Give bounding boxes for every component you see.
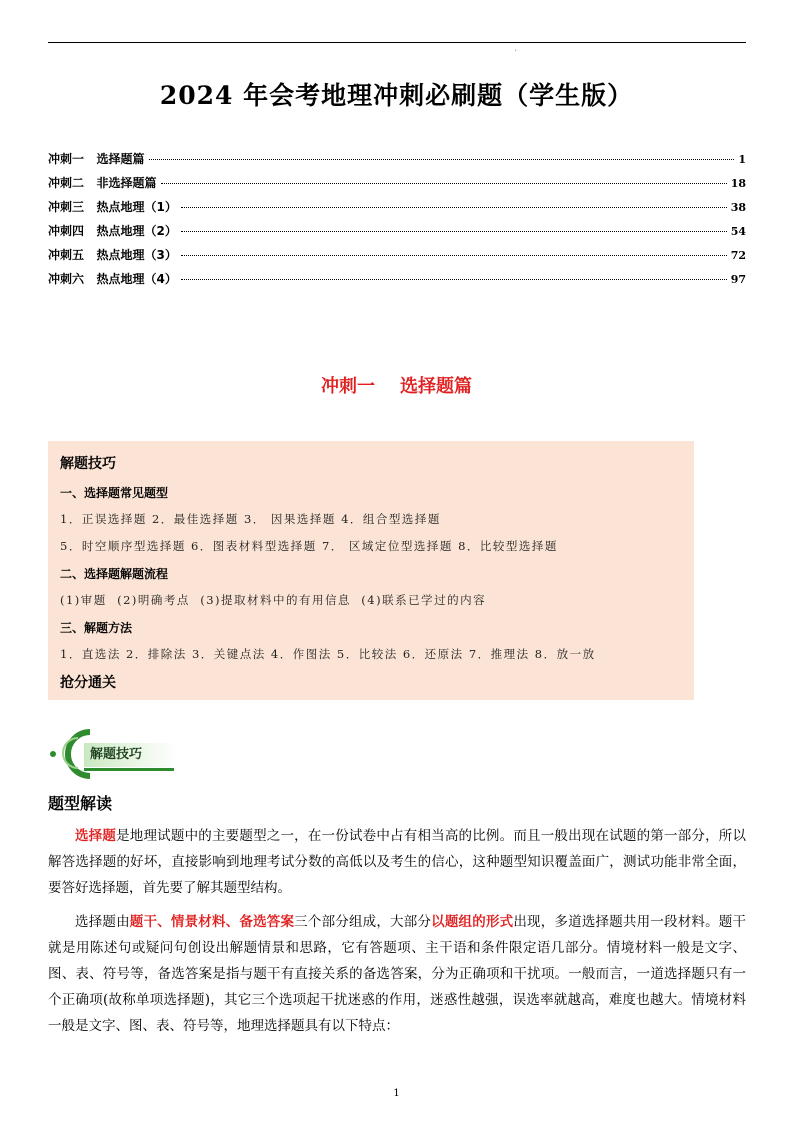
section-title: 冲刺一 选择题篇 [320,376,473,397]
tips-part1-line2: 5．时空顺序型选择题 6．图表材料型选择题 7． 区域定位型选择题 8．比较型选择题 [60,539,558,553]
toc-entry-label: 冲刺五 热点地理（3） [48,248,177,262]
tips-box [48,441,694,700]
paragraph-2 [48,909,746,1039]
toc-entry[interactable] [48,246,746,270]
subheading: 题型解读 [48,794,113,813]
page-number: 1 [393,1088,400,1099]
toc-entry[interactable] [48,222,746,246]
badge-label: 解题技巧 [90,747,143,762]
toc-entry[interactable] [48,270,746,294]
tips-part2-line1: (1)审题 (2)明确考点 (3)提取材料中的有用信息 (4)联系已学过的内容 [60,593,487,607]
table-of-contents [48,150,746,294]
toc-entry-label: 冲刺二 非选择题篇 [48,176,157,190]
header-mark: ' [515,49,517,56]
toc-entry-page: 18 [730,177,746,190]
tips-part2-title: 二、选择题解题流程 [60,567,169,581]
toc-leader [181,230,727,232]
toc-entry-page: 1 [738,153,746,166]
header-rule [48,42,746,43]
toc-entry[interactable] [48,174,746,198]
toc-entry[interactable] [48,198,746,222]
paragraph-text: 出现，多道选择题共用一段材料。题干就是用陈述句或疑问句创设出解题情景和思路，它有答题项、主干语和条件限定语几部分。情境材料一般是文字、图、表、符号等，备选答案是指与题干有直接关系的备选答案，分为正确项和干扰项。一般而言，一道选择题只有一个正确项(故称单项选择题)，其它三个选项起干扰迷惑的作用，迷惑性越强，误选率就越高，难度也越大。情境材料一般是文字、图、表、符号等，地理选择题具有以下特点： [48,914,747,1034]
highlight-term: 题干、情景材料、备选答案 [129,914,295,930]
toc-entry-page: 72 [730,249,746,262]
paragraph-1 [48,823,746,901]
toc-entry[interactable] [48,150,746,174]
tips-part3-line1: 1．直选法 2．排除法 3．关键点法 4．作图法 5．比较法 6．还原法 7．推理法 8．放一放 [60,647,596,661]
tips-part1-line1: 1．正误选择题 2．最佳选择题 3． 因果选择题 4．组合型选择题 [60,512,441,526]
highlight-term: 选择题 [75,828,117,844]
toc-leader [181,254,727,256]
document-title: 2024 年会考地理冲刺必刷题（学生版） [159,81,634,110]
tips-part3-title: 三、解题方法 [60,621,133,635]
toc-leader [181,206,727,208]
paragraph-text: 三个部分组成，大部分 [294,914,432,930]
toc-leader [149,158,735,160]
toc-entry-page: 38 [730,201,746,214]
toc-leader [161,182,727,184]
tips-part4-title: 抢分通关 [60,675,116,691]
tips-heading: 解题技巧 [60,456,116,472]
tips-badge [48,724,178,782]
toc-entry-label: 冲刺六 热点地理（4） [48,272,177,286]
toc-entry-page: 97 [730,273,746,286]
toc-entry-label: 冲刺四 热点地理（2） [48,224,177,238]
toc-entry-page: 54 [730,225,746,238]
highlight-term: 以题组的形式 [431,914,514,930]
toc-entry-label: 冲刺三 热点地理（1） [48,200,177,214]
paragraph-text: 是地理试题中的主要题型之一，在一份试卷中占有相当高的比例。而且一般出现在试题的第一部分，所以解答选择题的好坏，直接影响到地理考试分数的高低以及考生的信心，这种题型知识覆盖面广，测试功能非常全面，要答好选择题，首先要了解其题型结构。 [48,828,746,896]
paragraph-text: 选择题由 [75,914,130,930]
tips-part1-title: 一、选择题常见题型 [60,486,169,500]
toc-entry-label: 冲刺一 选择题篇 [48,152,145,166]
toc-leader [181,278,727,280]
